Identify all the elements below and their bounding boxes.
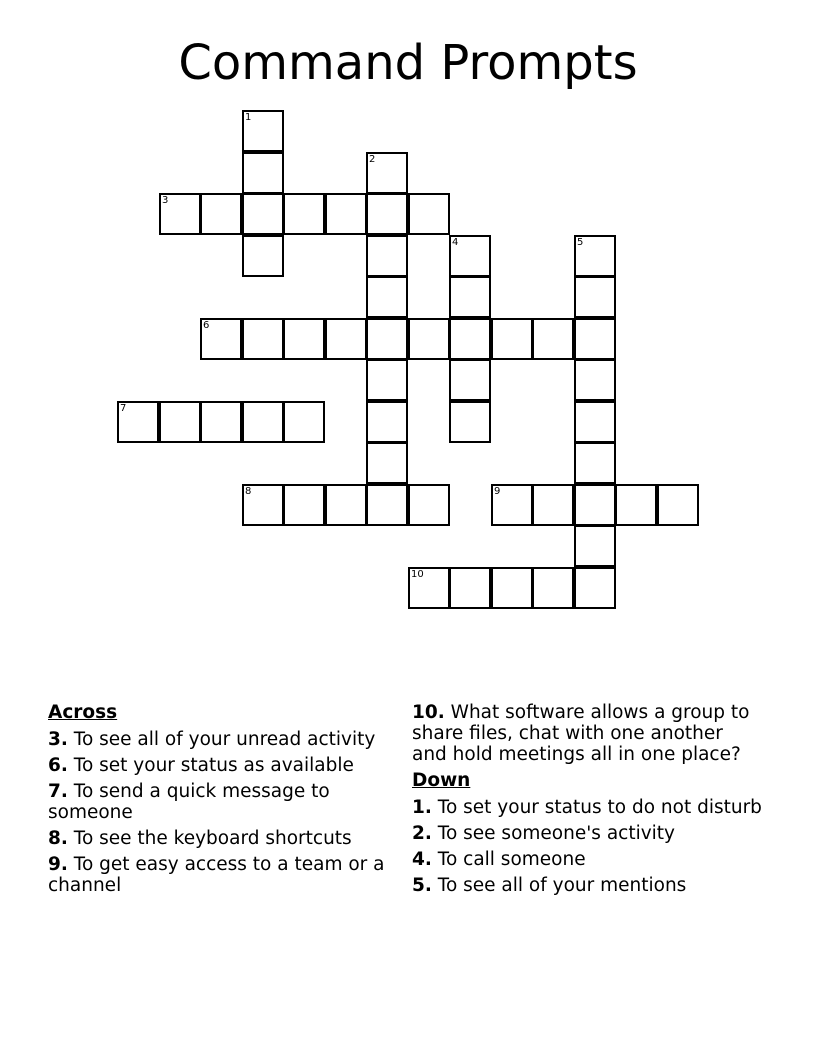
grid-cell[interactable]: [200, 193, 242, 235]
grid-cell[interactable]: [574, 276, 616, 318]
grid-cell[interactable]: [159, 193, 201, 235]
cell-number: 5: [577, 237, 584, 248]
grid-cell[interactable]: [449, 567, 491, 609]
grid-cell[interactable]: [449, 359, 491, 401]
clues-column-left: [48, 702, 388, 901]
clue-across-8: [48, 828, 388, 849]
clue-across-3: [48, 729, 388, 750]
grid-cell[interactable]: [574, 567, 616, 609]
grid-cell[interactable]: [657, 484, 699, 526]
grid-cell[interactable]: [117, 401, 159, 443]
grid-cell[interactable]: [574, 318, 616, 360]
grid-cell[interactable]: [491, 567, 533, 609]
cell-number: 1: [245, 112, 252, 123]
grid-cell[interactable]: [200, 318, 242, 360]
clue-text: To set your status as available: [67, 755, 354, 776]
grid-cell[interactable]: [242, 401, 284, 443]
grid-cell[interactable]: [574, 401, 616, 443]
grid-cell[interactable]: [366, 442, 408, 484]
grid-cell[interactable]: [574, 235, 616, 277]
across-heading: Across: [48, 702, 118, 723]
clues-column-right: [412, 702, 762, 901]
clue-text: To send a quick message to someone: [48, 781, 330, 823]
grid-cell[interactable]: [242, 193, 284, 235]
cell-number: 6: [203, 320, 210, 331]
grid-cell[interactable]: [449, 276, 491, 318]
clue-text: What software allows a group to share files, chat with one another and hold meetings all in one place?: [412, 702, 750, 765]
grid-cell[interactable]: [200, 401, 242, 443]
clue-text: To see all of your unread activity: [67, 729, 376, 750]
grid-cell[interactable]: [242, 318, 284, 360]
cell-number: 9: [494, 486, 501, 497]
grid-cell[interactable]: [449, 401, 491, 443]
grid-cell[interactable]: [366, 193, 408, 235]
grid-cell[interactable]: [491, 318, 533, 360]
grid-cell[interactable]: [574, 484, 616, 526]
grid-cell[interactable]: [574, 525, 616, 567]
clue-number: 2.: [412, 823, 432, 844]
grid-cell[interactable]: [408, 318, 450, 360]
clue-number: 3.: [48, 729, 68, 750]
grid-cell[interactable]: [366, 235, 408, 277]
clue-across-10: [412, 702, 762, 765]
grid-cell[interactable]: [449, 235, 491, 277]
grid-cell[interactable]: [366, 318, 408, 360]
clue-down-1: [412, 797, 762, 818]
clue-down-5: [412, 875, 762, 896]
grid-cell[interactable]: [283, 318, 325, 360]
cell-number: 2: [369, 154, 376, 165]
grid-cell[interactable]: [532, 484, 574, 526]
clue-number: 7.: [48, 781, 68, 802]
grid-cell[interactable]: [408, 193, 450, 235]
cell-number: 8: [245, 486, 252, 497]
grid-cell[interactable]: [283, 484, 325, 526]
grid-cell[interactable]: [242, 484, 284, 526]
grid-cell[interactable]: [366, 152, 408, 194]
grid-cell[interactable]: [242, 110, 284, 152]
grid-cell[interactable]: [325, 193, 367, 235]
clue-number: 10.: [412, 702, 445, 723]
clue-across-9: [48, 854, 388, 896]
clue-number: 4.: [412, 849, 432, 870]
grid-cell[interactable]: [366, 276, 408, 318]
cell-number: 7: [120, 403, 127, 414]
grid-cell[interactable]: [532, 567, 574, 609]
clue-down-4: [412, 849, 762, 870]
grid-cell[interactable]: [366, 484, 408, 526]
cell-number: 3: [162, 195, 169, 206]
clue-number: 9.: [48, 854, 68, 875]
clue-number: 8.: [48, 828, 68, 849]
grid-cell[interactable]: [242, 152, 284, 194]
clue-number: 6.: [48, 755, 68, 776]
grid-cell[interactable]: [325, 318, 367, 360]
grid-cell[interactable]: [366, 359, 408, 401]
grid-cell[interactable]: [408, 567, 450, 609]
puzzle-title: Command Prompts: [178, 35, 638, 91]
clue-across-7: [48, 781, 388, 823]
down-heading: Down: [412, 770, 471, 791]
grid-cell[interactable]: [449, 318, 491, 360]
grid-cell[interactable]: [491, 484, 533, 526]
clue-text: To see someone's activity: [431, 823, 676, 844]
clue-number: 5.: [412, 875, 432, 896]
grid-cell[interactable]: [283, 401, 325, 443]
clue-text: To get easy access to a team or a channel: [48, 854, 385, 896]
grid-cell[interactable]: [159, 401, 201, 443]
grid-cell[interactable]: [574, 442, 616, 484]
clue-text: To call someone: [431, 849, 586, 870]
clue-text: To set your status to do not disturb: [431, 797, 762, 818]
clue-number: 1.: [412, 797, 432, 818]
grid-cell[interactable]: [532, 318, 574, 360]
grid-cell[interactable]: [366, 401, 408, 443]
clue-across-6: [48, 755, 388, 776]
clue-down-2: [412, 823, 762, 844]
grid-cell[interactable]: [283, 193, 325, 235]
grid-cell[interactable]: [242, 235, 284, 277]
grid-cell[interactable]: [574, 359, 616, 401]
grid-cell[interactable]: [615, 484, 657, 526]
grid-cell[interactable]: [325, 484, 367, 526]
cell-number: 4: [452, 237, 459, 248]
cell-number: 10: [411, 569, 424, 580]
clue-text: To see the keyboard shortcuts: [67, 828, 352, 849]
clue-text: To see all of your mentions: [431, 875, 687, 896]
grid-cell[interactable]: [408, 484, 450, 526]
